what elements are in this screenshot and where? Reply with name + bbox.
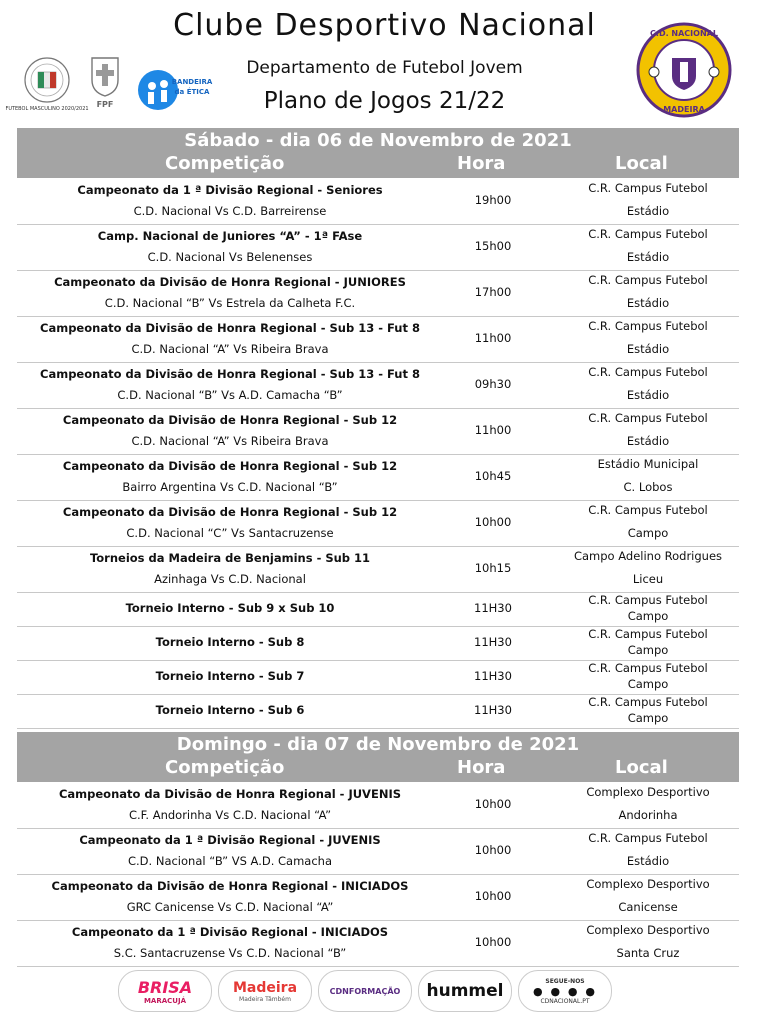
venue-name: C.R. Campus Futebol (588, 181, 708, 195)
plan-title: Plano de Jogos 21/22 (263, 88, 506, 114)
sponsor-hummel-label: hummel (426, 981, 504, 1001)
match-teams: C.F. Andorinha Vs C.D. Nacional “A” (128, 808, 332, 822)
kickoff-time: 10h00 (474, 515, 512, 529)
column-header-hora: Hora (457, 153, 506, 174)
certification-logo (5, 54, 89, 116)
venue-detail: Campo (627, 677, 669, 691)
game-row (17, 454, 739, 501)
match-teams: Azinhaga Vs C.D. Nacional (154, 572, 306, 586)
venue-name: C.R. Campus Futebol (588, 627, 708, 641)
game-row (17, 224, 739, 271)
venue-name: C.R. Campus Futebol (588, 503, 708, 517)
kickoff-time: 10h15 (474, 561, 512, 575)
game-row (17, 178, 739, 225)
kickoff-time: 10h00 (474, 843, 512, 857)
page-header (0, 0, 769, 128)
match-teams: C.D. Nacional Vs C.D. Barreirense (133, 204, 327, 218)
kickoff-time: 11H30 (474, 669, 512, 683)
match-teams: GRC Canicense Vs C.D. Nacional “A” (126, 900, 334, 914)
kickoff-time: 19h00 (474, 193, 512, 207)
kickoff-time: 09h30 (474, 377, 512, 391)
club-badge-logo (636, 22, 732, 118)
venue-detail: Santa Cruz (616, 946, 680, 960)
venue-detail: Canicense (618, 900, 678, 914)
match-teams: C.D. Nacional Vs Belenenses (147, 250, 313, 264)
competition-name: Campeonato da 1 ª Divisão Regional - JUVENIS (79, 833, 381, 847)
game-row (17, 592, 739, 627)
venue-detail: Estádio (626, 854, 670, 868)
sponsor-madeira-label: Madeira (232, 979, 298, 996)
kickoff-time: 11h00 (474, 331, 512, 345)
sponsor-madeira-logo (218, 970, 312, 1012)
venue-detail: Estádio (626, 296, 670, 310)
kickoff-time: 10h00 (474, 797, 512, 811)
competition-name: Campeonato da Divisão de Honra Regional - Sub 13 - Fut 8 (40, 321, 420, 335)
competition-name: Torneio Interno - Sub 6 (155, 703, 305, 717)
club-badge-top: C.D. NACIONAL (650, 29, 718, 38)
competition-name: Torneios da Madeira de Benjamins - Sub 11 (89, 551, 371, 565)
sponsor-hummel-logo (418, 970, 512, 1012)
match-teams: C.D. Nacional “A” Vs Ribeira Brava (131, 342, 329, 356)
match-teams: C.D. Nacional “C” Vs Santacruzense (126, 526, 334, 540)
kickoff-time: 10h00 (474, 889, 512, 903)
sponsor-cdn-formacao-logo (318, 970, 412, 1012)
venue-detail: Campo (627, 526, 669, 540)
game-row (17, 626, 739, 661)
kickoff-time: 15h00 (474, 239, 512, 253)
competition-name: Campeonato da Divisão de Honra Regional - JUNIORES (54, 275, 406, 289)
game-row (17, 316, 739, 363)
game-row (17, 546, 739, 593)
venue-detail: Estádio (626, 250, 670, 264)
venue-detail: Estádio (626, 204, 670, 218)
match-teams: Bairro Argentina Vs C.D. Nacional “B” (122, 480, 338, 494)
competition-name: Torneio Interno - Sub 7 (155, 669, 305, 683)
competition-name: Camp. Nacional de Juniores “A” - 1ª FAse (97, 229, 363, 243)
section-date: Domingo - dia 07 de Novembro de 2021 (176, 734, 580, 755)
column-header-competicao: Competição (165, 757, 285, 778)
fpf-logo (88, 54, 122, 110)
competition-name: Torneio Interno - Sub 9 x Sub 10 (125, 601, 335, 615)
kickoff-time: 11H30 (474, 703, 512, 717)
social-icons: ● ● ● ● (533, 984, 597, 998)
bandeira-etica-logo (136, 66, 212, 114)
venue-name: Complexo Desportivo (586, 785, 710, 799)
competition-name: Campeonato da Divisão de Honra Regional - JUVENIS (58, 787, 402, 801)
match-teams: S.C. Santacruzense Vs C.D. Nacional “B” (113, 946, 347, 960)
kickoff-time: 11H30 (474, 635, 512, 649)
competition-name: Campeonato da Divisão de Honra Regional - Sub 13 - Fut 8 (40, 367, 420, 381)
venue-detail: Liceu (632, 572, 664, 586)
venue-name: C.R. Campus Futebol (588, 831, 708, 845)
sponsor-cdn-label: CDNFORMAÇÃO (329, 986, 401, 996)
kickoff-time: 11h00 (474, 423, 512, 437)
game-row (17, 782, 739, 829)
sponsor-brisa-label: BRISA (137, 977, 193, 997)
game-row (17, 660, 739, 695)
match-teams: C.D. Nacional “A” Vs Ribeira Brava (131, 434, 329, 448)
fpf-label: FPF (96, 100, 114, 109)
match-teams: C.D. Nacional “B” VS A.D. Camacha (127, 854, 332, 868)
venue-name: C.R. Campus Futebol (588, 319, 708, 333)
etica-label-1: BANDEIRA (171, 78, 213, 86)
social-media-badge[interactable] (518, 970, 612, 1012)
match-teams: C.D. Nacional “B” Vs Estrela da Calheta F.C. (104, 296, 356, 310)
venue-detail: Campo (627, 711, 669, 725)
venue-name: Estádio Municipal (597, 457, 699, 471)
sponsor-brisa-logo (118, 970, 212, 1012)
competition-name: Torneio Interno - Sub 8 (155, 635, 305, 649)
venue-detail: C. Lobos (623, 480, 673, 494)
venue-detail: Campo (627, 643, 669, 657)
venue-name: C.R. Campus Futebol (588, 273, 708, 287)
venue-detail: Estádio (626, 434, 670, 448)
venue-name: C.R. Campus Futebol (588, 695, 708, 709)
cert-caption: FUTEBOL MASCULINO 2020/2021 (5, 106, 89, 112)
competition-name: Campeonato da 1 ª Divisão Regional - INICIADOS (71, 925, 389, 939)
game-row (17, 874, 739, 921)
section-header-saturday (17, 128, 739, 178)
game-row (17, 270, 739, 317)
competition-name: Campeonato da 1 ª Divisão Regional - Seniores (77, 183, 383, 197)
venue-detail: Campo (627, 609, 669, 623)
competition-name: Campeonato da Divisão de Honra Regional - INICIADOS (51, 879, 409, 893)
kickoff-time: 11H30 (474, 601, 512, 615)
etica-label-2: da ÉTICA (174, 88, 210, 96)
venue-name: Campo Adelino Rodrigues (573, 549, 723, 563)
venue-name: C.R. Campus Futebol (588, 227, 708, 241)
kickoff-time: 17h00 (474, 285, 512, 299)
game-row (17, 500, 739, 547)
venue-name: Complexo Desportivo (586, 877, 710, 891)
competition-name: Campeonato da Divisão de Honra Regional - Sub 12 (62, 505, 398, 519)
column-header-local: Local (615, 153, 668, 174)
venue-name: C.R. Campus Futebol (588, 365, 708, 379)
game-row (17, 920, 739, 967)
venue-name: C.R. Campus Futebol (588, 661, 708, 675)
game-row (17, 408, 739, 455)
club-badge-bottom: MADEIRA (663, 105, 705, 114)
section-date: Sábado - dia 06 de Novembro de 2021 (184, 130, 572, 151)
game-row (17, 828, 739, 875)
social-top-label: SEGUE-NOS (545, 977, 585, 985)
venue-detail: Estádio (626, 388, 670, 402)
competition-name: Campeonato da Divisão de Honra Regional - Sub 12 (62, 413, 398, 427)
sponsor-madeira-sub: Madeira Tâmbém (239, 995, 291, 1003)
kickoff-time: 10h00 (474, 935, 512, 949)
venue-detail: Estádio (626, 342, 670, 356)
page-title: Clube Desportivo Nacional (173, 8, 596, 43)
page-subtitle: Departamento de Futebol Jovem (246, 58, 523, 78)
sponsors-bar (0, 970, 769, 1014)
venue-name: Complexo Desportivo (586, 923, 710, 937)
match-teams: C.D. Nacional “B” Vs A.D. Camacha “B” (117, 388, 343, 402)
game-row (17, 362, 739, 409)
kickoff-time: 10h45 (474, 469, 512, 483)
column-header-hora: Hora (457, 757, 506, 778)
column-header-competicao: Competição (165, 153, 285, 174)
venue-detail: Andorinha (618, 808, 678, 822)
competition-name: Campeonato da Divisão de Honra Regional - Sub 12 (62, 459, 398, 473)
sponsor-brisa-sub: MARACUJÁ (143, 996, 187, 1005)
venue-name: C.R. Campus Futebol (588, 411, 708, 425)
venue-name: C.R. Campus Futebol (588, 593, 708, 607)
section-header-sunday (17, 732, 739, 782)
column-header-local: Local (615, 757, 668, 778)
social-url: CDNACIONAL.PT (540, 997, 590, 1005)
game-row (17, 694, 739, 729)
